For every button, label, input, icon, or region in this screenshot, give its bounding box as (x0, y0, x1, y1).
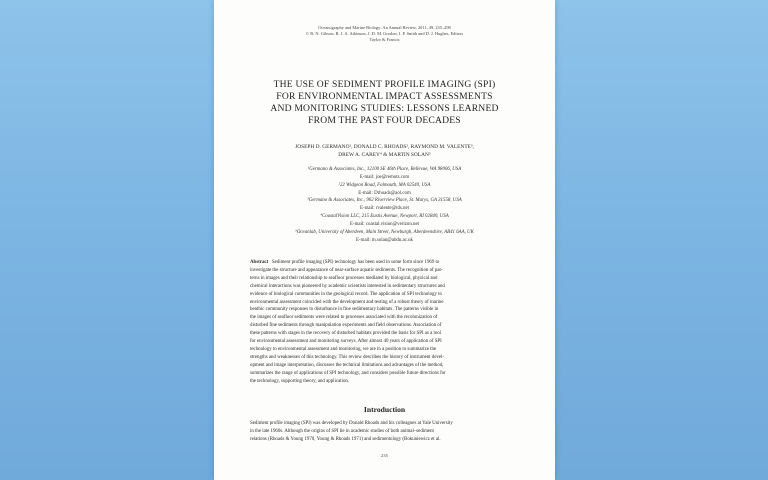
authors-line: DREW A. CAREY⁴ & MARTIN SOLAN⁵ (338, 152, 431, 158)
abstract-line: terns in images and their relationship to seafloor processes mediated by biological, physical and (250, 275, 438, 281)
affiliation-email: E-mail: Drhoads@aol.com (358, 190, 411, 196)
paper-title (214, 79, 555, 127)
introduction-line: Sediment profile imaging (SPI) was developed by Donald Rhoads and his colleagues at Yale University (250, 421, 453, 426)
affiliation-address: ³Germano & Associates, Inc., 902 Riverview Place, St. Marys, GA 31558, USA (307, 198, 462, 204)
abstract-line: strengths and weaknesses of this technology. This review describes the history of instrument devel- (250, 354, 445, 360)
affiliations (214, 166, 555, 244)
abstract-line: for environmental assessment and monitoring surveys. After almost 40 years of application of SPI (250, 339, 442, 345)
introduction-body (250, 420, 520, 444)
affiliation-email: E-mail: rvalente@tds.net (359, 206, 410, 212)
affiliation-address: ²22 Widgeon Road, Falmouth, MA 02540, USA (338, 182, 431, 188)
abstract-line: benthic community responses to disturbance in fine sedimentary habitats. The patterns visible in (250, 307, 439, 313)
abstract-line: summarizes the range of applications of SPI technology, and considers possible future directions for (250, 370, 446, 376)
abstract-line: environmental assessment coincided with the development and testing of a robust theory of marine (250, 299, 444, 305)
title-line: FROM THE PAST FOUR DECADES (308, 115, 461, 126)
abstract-first-line (250, 259, 520, 267)
abstract-line: evidence of biological communities in the geological record. The application of SPI technology to (250, 291, 442, 297)
page-number: 235 (381, 453, 388, 458)
journal-header (214, 25, 555, 43)
abstract-line: the technology, supporting theory, and application. (250, 378, 350, 384)
abstract-line: technology to environmental assessment and monitoring, we are in a position to summarize the (250, 346, 437, 352)
journal-publisher: Taylor & Francis (369, 37, 400, 42)
affiliation-address: ⁴CoastalVision LLC, 215 Eustis Avenue, Newport, RI 02840, USA (320, 214, 449, 220)
title-line: THE USE OF SEDIMENT PROFILE IMAGING (SPI) (273, 79, 496, 90)
abstract-label: Abstract (250, 260, 269, 265)
title-line: AND MONITORING STUDIES: LESSONS LEARNED (270, 103, 499, 114)
affiliation-address: ¹Germano & Associates, Inc., 12100 SE 46th Place, Bellevue, WA 98006, USA (307, 167, 462, 172)
affiliation-email: E-mail: coastal.vision@verizon.net (349, 221, 419, 227)
abstract-line: chemical interactions was pioneered by academic scientists interested in sedimentary structures and (250, 283, 445, 289)
abstract-line: these patterns with stages in the recovery of disturbed habitats provided the basis for SPI as a tool (250, 331, 442, 337)
affiliation-email: E-mail: joe@remots.com (359, 174, 410, 180)
abstract-text: Sediment profile imaging (SPI) technology has been used in some form since 1969 to (271, 260, 440, 265)
journal-citation: Oceanography and Marine Biology: An Annual Review, 2011, 49, 235–298 (318, 25, 451, 30)
abstract-line: disturbed fine sediments through manipulation experiments and field observations. Association of (250, 323, 442, 329)
journal-editors: © R. N. Gibson, R. J. A. Atkinson, J. D. M. Gordon, I. P. Smith and D. J. Hughes, Editors (305, 31, 464, 36)
authors-line: JOSEPH D. GERMANO¹, DONALD C. RHOADS², RAYMOND M. VALENTE³, (295, 144, 474, 150)
author-list (214, 143, 555, 159)
abstract-line: opment and image interpretation, discusses the technical limitations and advantages of the method, (250, 362, 444, 368)
document-page (214, 0, 555, 480)
abstract (250, 259, 520, 386)
abstract-line: the images of seafloor sediments were related to processes associated with the recolonization of (250, 315, 438, 321)
title-line: FOR ENVIRONMENTAL IMPACT ASSESSMENTS (276, 91, 493, 102)
section-heading-introduction: Introduction (363, 405, 406, 414)
abstract-line: investigate the structure and appearance of near-surface aquatic sediments. The recognition of pat- (250, 267, 443, 273)
affiliation-email: E-mail: m.solan@abdn.ac.uk (356, 237, 413, 243)
introduction-line: relations (Rhoads & Young 1970, Young & Rhoads 1971) and sedimentology (Bokuniewicz et al. (250, 436, 441, 442)
affiliation-address: ⁵Oceanlab, University of Aberdeen, Main Street, Newburgh, Aberdeenshire, AB41 6AA, UK (295, 229, 474, 235)
introduction-line: in the late 1960s. Although the origins of SPI lie in academic studies of both animal–sediment (250, 428, 434, 434)
